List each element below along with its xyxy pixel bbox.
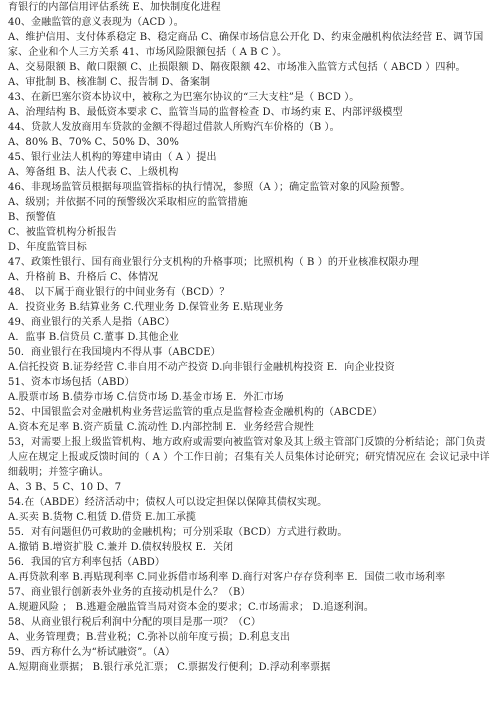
question-49: 49、商业银行的关系人是指（ABC） — [8, 317, 175, 328]
question-55: 55．对有问题但仍可救助的金融机构；可分别采取（BCD）方式进行救助。 — [8, 527, 348, 538]
question-53: 53，对需要上报上级监管机构、地方政府或需要向被监管对象及其上级主管部门反馈的分析结论；部门负责人应在规定上报或反馈时间的（ A ）个工作日前；召集有关人员集体讨论研究；研究情况应在 会议记录中详 — [8, 437, 490, 463]
option-46-b: B、预警值 — [8, 212, 56, 223]
options-41-and-question-42: A、交易限额 B、敞口限额 C、止损限额 D、隔夜限额 42、市场准入监管方式包括（ ABCD ）四种。 — [8, 62, 466, 73]
option-46-c: C、被监管机构分析报告 — [8, 227, 117, 238]
question-54: 54.在（ABDE）经济活动中；债权人可以设定担保以保障其债权实现。 — [8, 497, 328, 508]
question-52: 52、中国银监会对金融机构业务营运监管的重点是监督检查金融机构的（ABCDE） — [8, 407, 383, 418]
question-48: 48、 以下属于商业银行的中间业务有（BCD）？ — [8, 287, 230, 298]
options-40-and-question-41: A、维护信用、支付体系稳定 B、稳定商品 C、确保市场信息公开化 D、约束金融机构依法经营 E、调节国家、企业和个人三方关系 41、市场风险限额包括（ A B C ）。 — [8, 32, 484, 58]
question-51: 51、资本市场包括（ABD） — [8, 377, 135, 388]
question-56: 56．我国的官方利率包括（ABD） — [8, 557, 166, 568]
question-44: 44、贷款人发放商用车贷款的金额不得超过借款人所购汽车价格的（B ）。 — [8, 122, 340, 133]
options-54: A.买卖 B.货物 C.租赁 D.借贷 E.加工承揽 — [8, 512, 197, 523]
option-46-d: D、年度监管目标 — [8, 242, 87, 253]
options-48: A．投资业务 B.结算业务 C.代理业务 D.保管业务 E.贴现业务 — [8, 302, 284, 313]
question-46: 46、非现场监管员根据每项监管指标的执行情况，参照（A ）；确定监管对象的风险预警。 — [8, 182, 411, 193]
option-46-a: A、级别；并依据不同的预警级次采取相应的监管措施 — [8, 197, 248, 208]
options-57: A.规避风险 ； B.逃避金融监管当局对资本金的要求；C.市场需求； D.追逐利润。 — [8, 602, 374, 613]
options-49: A．监事 B.信贷员 C.董事 D.其他企业 — [8, 332, 179, 343]
question-50: 50．商业银行在我国境内不得从事（ABCDE） — [8, 347, 221, 358]
options-58: A、业务管理费；B.营业税；C.弥补以前年度亏损；D.利息支出 — [8, 632, 291, 643]
options-50: A.信托投资 B.证券经营 C.非自用不动产投资 D.向非银行金融机构投资 E．向企业投资 — [8, 362, 395, 373]
text-line: 育银行的内部信用评估系统 E、加快制度化进程 — [8, 2, 221, 13]
options-42: A、审批制 B、核准制 C、报告制 D、备案制 — [8, 77, 211, 88]
question-57: 57、商业银行创新表外业务的直接动机是什么？（B） — [8, 587, 251, 598]
document-page — [8, 0, 492, 675]
question-53-continued: 细载明；并签字确认。 — [8, 467, 109, 478]
options-45: A、筹备组 B、法人代表 C、上级机构 — [8, 167, 179, 178]
question-43: 43、在新巴塞尔资本协议中，被称之为巴塞尔协议的“三大支柱”是（ BCD ）。 — [8, 92, 360, 103]
options-59: A.短期商业票据； B.银行承兑汇票； C.票据发行便利；D.浮动利率票据 — [8, 662, 331, 673]
question-40: 40、金融监管的意义表现为（ACD ）。 — [8, 17, 184, 28]
question-58: 58、从商业银行税后利润中分配的项目是那一项？（C） — [8, 617, 261, 628]
question-59: 59、西方称什么为“桥试融资”。（A） — [8, 647, 176, 658]
options-55: A.撤销 B.增资扩股 C.兼并 D.债权转股权 E．关闭 — [8, 542, 234, 553]
options-44: A、80% B、70% C、50% D、30% — [8, 137, 179, 148]
options-47: A、升格前 B、升格后 C、体情况 — [8, 272, 159, 283]
question-45: 45、银行业法人机构的筹建申请由（ A ）提出 — [8, 152, 217, 163]
options-43: A、治理结构 B、最低资本要求 C、监管当局的监督检查 D、市场约束 E、内部评级模型 — [8, 107, 403, 118]
options-56: A.再贷款利率 B.再贴现利率 C.同业拆借市场利率 D.商行对客户存存贷利率 E．国债二收市场利率 — [8, 572, 446, 583]
options-51: A.股票市场 B.债券市场 C.信贷市场 D.基金市场 E．外汇市场 — [8, 392, 284, 403]
options-53: A、3 B、5 C、10 D、7 — [8, 482, 122, 493]
question-47: 47、政策性银行、国有商业银行分支机构的升格事项；比照机构（ B ）的开业核准权限办理 — [8, 257, 419, 268]
options-52: A.资本充足率 B.资产质量 C.流动性 D.内部控制 E．业务经营合规性 — [8, 422, 314, 433]
